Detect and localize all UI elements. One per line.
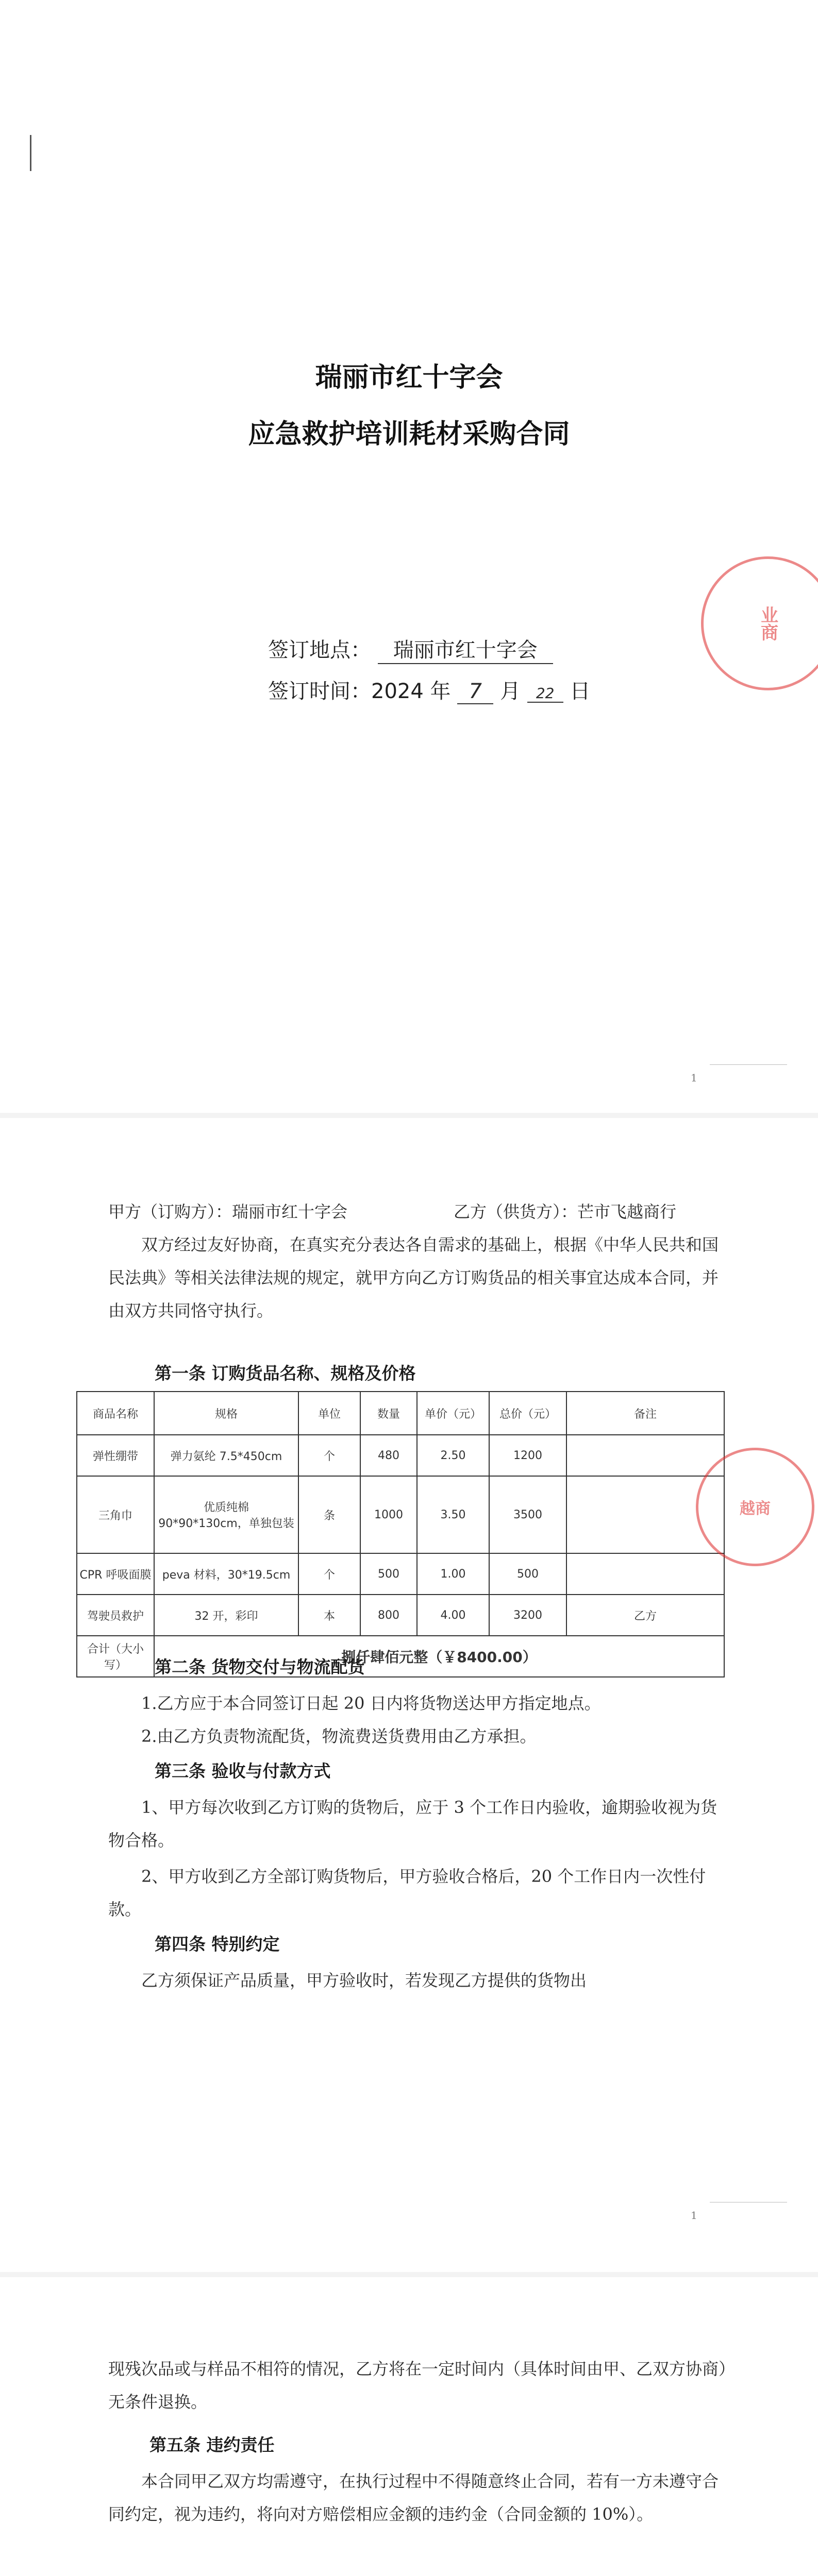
th-qty: 数量 — [360, 1392, 417, 1435]
sign-time-label: 签订时间：2024 年 — [268, 680, 451, 703]
sign-time-day: 22 — [527, 685, 563, 703]
cell: 1200 — [489, 1435, 566, 1476]
cell — [566, 1435, 724, 1476]
article-5-title: 第五条 违约责任 — [149, 2435, 275, 2455]
goods-table — [76, 1391, 725, 1677]
cell: 个 — [298, 1435, 360, 1476]
cell: peva 材料，30*19.5cm — [154, 1553, 298, 1595]
th-total: 总价（元） — [489, 1392, 566, 1435]
cell: 个 — [298, 1553, 360, 1595]
article-2-item-1: 1.乙方应于本合同签订日起 20 日内将货物送达甲方指定地点。 — [141, 1693, 601, 1713]
table-row — [77, 1435, 724, 1476]
page-number: 1 — [691, 2209, 697, 2222]
cell: 32 开，彩印 — [154, 1595, 298, 1636]
cover-title-line1: 瑞丽市红十字会 — [315, 362, 503, 393]
th-name: 商品名称 — [77, 1392, 154, 1435]
red-seal-partial: 越商 — [696, 1448, 814, 1566]
cover-page — [0, 0, 818, 1118]
th-unit: 单位 — [298, 1392, 360, 1435]
th-spec: 规格 — [154, 1392, 298, 1435]
cell: 500 — [489, 1553, 566, 1595]
article-4-text-part2: 现残次品或与样品不相符的情况，乙方将在一定时间内（具体时间由甲、乙双方协商）无条件退换。 — [108, 2359, 727, 2412]
cell: 480 — [360, 1435, 417, 1476]
sign-place-value: 瑞丽市红十字会 — [378, 634, 553, 664]
th-price: 单价（元） — [417, 1392, 489, 1435]
contract-page-2 — [0, 2277, 818, 2576]
red-seal-partial: 业商 — [701, 556, 818, 690]
cell: 3200 — [489, 1595, 566, 1636]
cell — [566, 1553, 724, 1595]
party-a: 甲方（订购方）：瑞丽市红十字会 — [108, 1202, 348, 1222]
total-value: 捌仟肆佰元整（￥8400.00） — [154, 1636, 724, 1677]
article-5-item-1: 本合同甲乙双方均需遵守，在执行过程中不得随意终止合同，若有一方未遵守合同约定，视为违约，将向对方赔偿相应金额的违约金（合同金额的 10%）。 — [108, 2471, 719, 2524]
page-footer-line — [710, 1064, 787, 1065]
article-5-item-2 — [108, 2571, 727, 2576]
binding-mark — [30, 135, 31, 171]
contract-page-1 — [0, 1118, 818, 2277]
sign-time — [268, 675, 590, 704]
article-1-title: 第一条 订购货品名称、规格及价格 — [155, 1363, 416, 1383]
cell: 4.00 — [417, 1595, 489, 1636]
table-row — [77, 1476, 724, 1553]
sign-place-label: 签订地点： — [268, 638, 371, 662]
article-3-title: 第三条 验收与付款方式 — [155, 1761, 331, 1781]
article-4-title: 第四条 特别约定 — [155, 1934, 280, 1954]
cell: CPR 呼吸面膜 — [77, 1553, 154, 1595]
cell: 优质纯棉 90*90*130cm，单独包装 — [154, 1476, 298, 1553]
article-3-item-1: 1、甲方每次收到乙方订购的货物后，应于 3 个工作日内验收，逾期验收视为货物合格。 — [108, 1798, 717, 1850]
th-note: 备注 — [566, 1392, 724, 1435]
sign-day-label: 日 — [570, 680, 591, 703]
cell: 乙方 — [566, 1595, 724, 1636]
cell: 1.00 — [417, 1553, 489, 1595]
cell: 2.50 — [417, 1435, 489, 1476]
cell: 条 — [298, 1476, 360, 1553]
cover-title-line2: 应急救护培训耗材采购合同 — [248, 419, 570, 450]
article-3-item-2: 2、甲方收到乙方全部订购货物后，甲方验收合格后，20 个工作日内一次性付款。 — [108, 1867, 706, 1919]
cell: 三角巾 — [77, 1476, 154, 1553]
cell: 3.50 — [417, 1476, 489, 1553]
total-label: 合计（大小写） — [77, 1636, 154, 1677]
article-2-item-2: 2.由乙方负责物流配货，物流费送货费用由乙方承担。 — [141, 1726, 537, 1746]
page-number: 1 — [691, 1072, 697, 1084]
cell: 3500 — [489, 1476, 566, 1553]
cell: 弹性绷带 — [77, 1435, 154, 1476]
sign-place — [268, 634, 553, 664]
table-row — [77, 1595, 724, 1636]
article-2-title: 第二条 货物交付与物流配货 — [155, 1657, 365, 1677]
cell: 本 — [298, 1595, 360, 1636]
cell: 驾驶员救护 — [77, 1595, 154, 1636]
sign-month-label: 月 — [499, 680, 521, 703]
table-row — [77, 1553, 724, 1595]
cell: 500 — [360, 1553, 417, 1595]
article-4-text-part1: 乙方须保证产品质量，甲方验收时，若发现乙方提供的货物出 — [141, 1971, 587, 1990]
cell: 800 — [360, 1595, 417, 1636]
preamble: 双方经过友好协商，在真实充分表达各自需求的基础上，根据《中华人民共和国民法典》等相关法律法规的规定，就甲方向乙方订购货品的相关事宜达成本合同，并由双方共同恪守执行。 — [108, 1235, 719, 1320]
party-b: 乙方（供货方）：芒市飞越商行 — [454, 1202, 677, 1222]
sign-time-month: 7 — [457, 680, 493, 704]
cell: 1000 — [360, 1476, 417, 1553]
table-header-row — [77, 1392, 724, 1435]
cell: 弹力氨纶 7.5*450cm — [154, 1435, 298, 1476]
